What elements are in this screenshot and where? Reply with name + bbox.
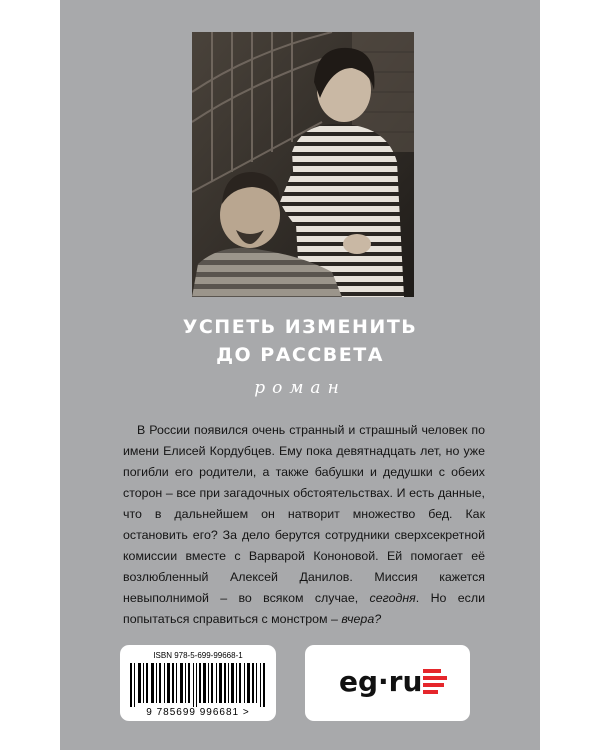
annotation-text-2: . Но если попытаться справиться с монстром –: [123, 591, 486, 626]
book-title-line-2: ДО РАССВЕТА: [216, 344, 384, 366]
author-photo: [192, 32, 414, 297]
book-title-line-1: УСПЕТЬ ИЗМЕНИТЬ: [182, 316, 418, 338]
annotation-text-1: В России появился очень странный и страшный человек по имени Елисей Кордубцев. Ему пока девятнадцать лет, но уже погибли его родители, а также бабушки и дедушки с обеих сторон – все при загадочных обстоятельствах. И есть данные, что в дальнейшем он натворит множество бед. Как остановить его? За дело берутся сотрудники сверхсекретной комиссии вместе с Варварой Кононовой. Ей помогает её возлюбленный Алексей Данилов. Миссия кажется невыполнимой – во всяком случае,: [123, 423, 485, 605]
publisher-logo-icon: [423, 669, 447, 695]
book-annotation: [123, 420, 485, 630]
annotation-emphasis-today: сегодня: [369, 591, 416, 605]
publisher-logo-text: eg·ru: [339, 665, 423, 698]
isbn-number: ISBN 978-5-699-99668-1: [153, 651, 243, 660]
genre-label: роман: [254, 378, 346, 398]
annotation-emphasis-yesterday: вчера?: [341, 612, 382, 626]
barcode-digits: 9 785699 996681 >: [146, 707, 250, 718]
book-back-cover: [60, 0, 540, 750]
publisher-logo-panel: [305, 645, 470, 721]
author-photo-image: [192, 32, 414, 297]
annotation-paragraph: [123, 420, 485, 630]
isbn-barcode-panel: [120, 645, 276, 721]
barcode-icon: [130, 663, 266, 707]
